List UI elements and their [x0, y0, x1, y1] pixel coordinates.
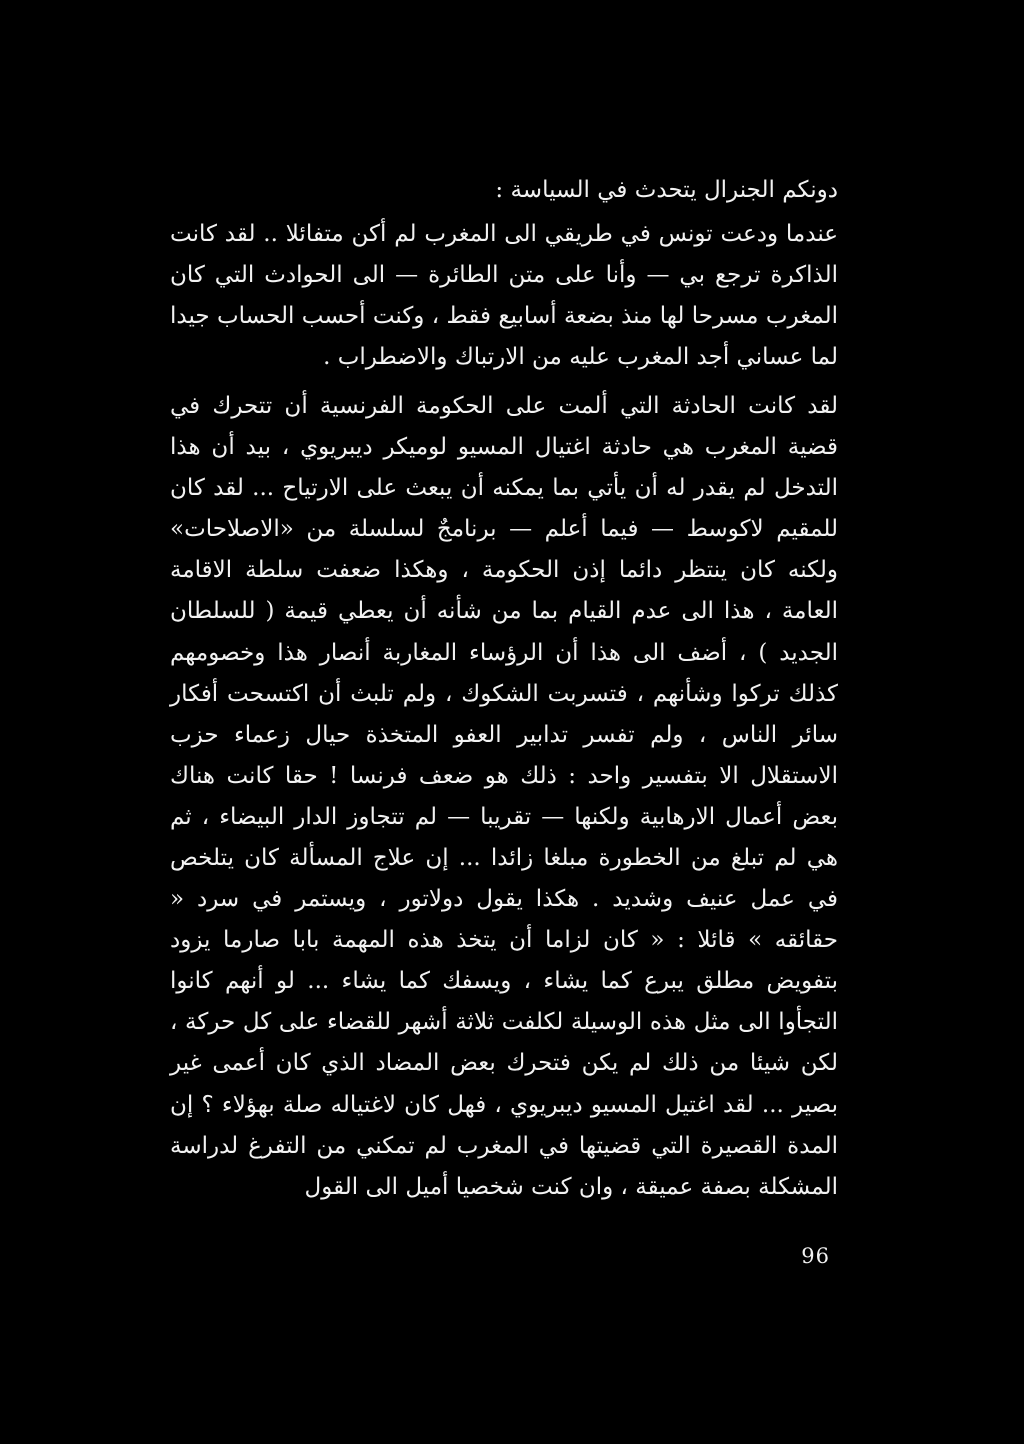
paragraph-gap: [170, 378, 838, 386]
paragraph-2: لقد كانت الحادثة التي ألمت على الحكومة الفرنسية أن تتحرك في قضية المغرب هي حادثة اغتيال المسيو لوميكر ديبريوي ، بيد أن هذا التدخل لم يقدر له أن يأتي بما يمكنه أن يبعث على الارتياح ... لقد كان للمقيم لاكوسط — فيما أعلم — برنامجٌ لسلسلة من «الاصلاحات» ولكنه كان ينتظر دائما إذن الحكومة ، وهكذا ضعفت سلطة الاقامة العامة ، هذا الى عدم القيام بما من شأنه أن يعطي قيمة ( للسلطان الجديد ) ، أضف الى هذا أن الرؤساء المغاربة أنصار هذا وخصومهم كذلك تركوا وشأنهم ، فتسربت الشكوك ، ولم تلبث أن اكتسحت أفكار سائر الناس ، ولم تفسر تدابير العفو المتخذة حيال زعماء حزب الاستقلال الا بتفسير واحد : ذلك هو ضعف فرنسا ! حقا كانت هناك بعض أعمال الارهابية ولكنها — تقريبا — لم تتجاوز الدار البيضاء ، ثم هي لم تبلغ من الخطورة مبلغا زائدا ... إن علاج المسألة كان يتلخص في عمل عنيف وشديد . هكذا يقول دولاتور ، ويستمر في سرد « حقائقه » قائلا : « كان لزاما أن يتخذ هذه المهمة بابا صارما يزود بتفويض مطلق يبرع كما يشاء ، ويسفك كما يشاء ... لو أنهم كانوا التجأوا الى مثل هذه الوسيلة لكلفت ثلاثة أشهر للقضاء على كل حركة ، لكن شيئا من ذلك لم يكن فتحرك بعض المضاد الذي كان أعمى غير بصير ... لقد اغتيل المسيو ديبريوي ، فهل كان لاغتياله صلة بهؤلاء ؟ إن المدة القصيرة التي قضيتها في المغرب لم تمكني من التفرغ لدراسة المشكلة بصفة عميقة ، وان كنت شخصيا أميل الى القول: [170, 392, 838, 1200]
section-heading: دونكم الجنرال يتحدث في السياسة :: [495, 177, 838, 203]
page-text-block: [170, 168, 838, 1208]
page-number: 96: [801, 1244, 830, 1268]
paragraph-1: عندما ودعت تونس في طريقي الى المغرب لم أكن متفائلا .. لقد كانت الذاكرة ترجع بي — وأنا على متن الطائرة — الى الحوادث التي كان المغرب مسرحا لها منذ بضعة أسابيع فقط ، وكنت أحسب الحساب جيدا لما عساني أجد المغرب عليه من الارتباك والاضطراب .: [170, 220, 838, 370]
